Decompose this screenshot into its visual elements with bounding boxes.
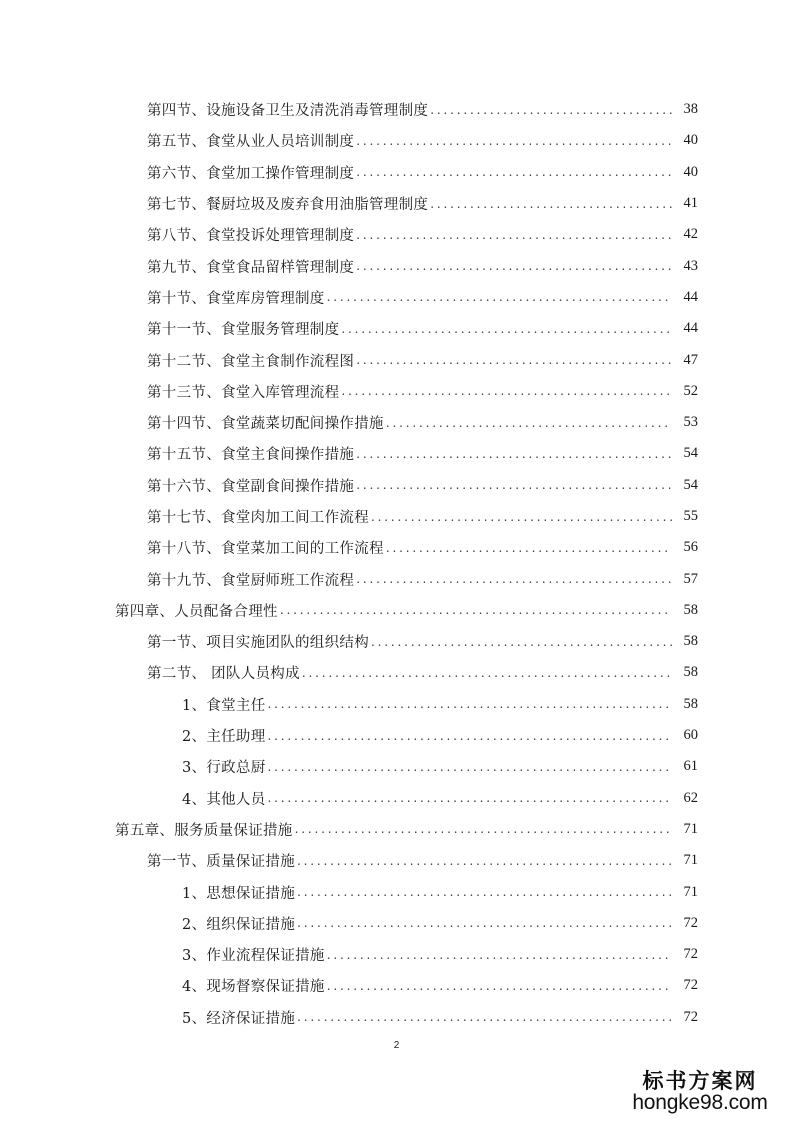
toc-entry[interactable] — [0, 532, 793, 563]
toc-entry-title: 第八节、食堂投诉处理管理制度 — [147, 228, 355, 245]
toc-entry[interactable] — [0, 939, 793, 970]
toc-dot-leader — [268, 697, 672, 711]
toc-dot-leader — [297, 1010, 672, 1024]
toc-dot-leader — [371, 510, 672, 524]
toc-entry[interactable] — [0, 282, 793, 313]
toc-entry-page: 60 — [683, 727, 698, 744]
toc-entry-page: 40 — [683, 163, 698, 180]
toc-entry-title: 1、食堂主任 — [182, 697, 266, 714]
page-number: 2 — [393, 1040, 400, 1051]
toc-entry-title: 3、作业流程保证措施 — [182, 948, 325, 965]
toc-entry-title: 第四节、设施设备卫生及清洗消毒管理制度 — [147, 103, 429, 120]
toc-entry-page: 47 — [683, 351, 698, 368]
toc-entry-page: 71 — [683, 883, 698, 900]
toc-dot-leader — [327, 290, 672, 304]
toc-dot-leader — [386, 541, 672, 555]
toc-entry[interactable] — [0, 219, 793, 250]
toc-dot-leader — [341, 384, 672, 398]
toc-entry-page: 44 — [683, 288, 698, 305]
toc-entry-page: 53 — [683, 414, 698, 431]
toc-dot-leader — [356, 134, 672, 148]
toc-entry-title: 第十三节、食堂入库管理流程 — [147, 384, 340, 401]
toc-entry-title: 第七节、餐厨垃圾及废弃食用油脂管理制度 — [147, 197, 429, 214]
toc-dot-leader — [268, 791, 672, 805]
toc-entry-title: 第五节、食堂从业人员培训制度 — [147, 134, 355, 151]
toc-entry-page: 55 — [683, 508, 698, 524]
table-of-contents — [0, 94, 793, 1033]
toc-entry-title: 第九节、食堂食品留样管理制度 — [147, 259, 355, 276]
toc-entry-title: 第二节、 团队人员构成 — [147, 666, 300, 683]
toc-entry-page: 58 — [683, 664, 698, 681]
toc-entry-page: 72 — [683, 946, 698, 963]
toc-entry[interactable] — [0, 188, 793, 219]
toc-dot-leader — [356, 478, 672, 492]
toc-entry[interactable] — [0, 814, 793, 845]
toc-entry[interactable] — [0, 344, 793, 375]
toc-entry[interactable] — [0, 783, 793, 814]
toc-entry[interactable] — [0, 125, 793, 156]
toc-entry-title: 2、组织保证措施 — [182, 916, 296, 933]
toc-dot-leader — [356, 353, 672, 367]
toc-entry-title: 第十节、食堂库房管理制度 — [147, 290, 325, 307]
toc-entry-title: 2、主任助理 — [182, 729, 266, 746]
toc-entry-title: 第十六节、食堂副食间操作措施 — [147, 478, 355, 495]
toc-dot-leader — [302, 666, 672, 680]
toc-dot-leader — [268, 760, 672, 774]
toc-entry[interactable] — [0, 157, 793, 188]
toc-entry-title: 3、行政总厨 — [182, 760, 266, 777]
toc-entry-page: 56 — [683, 539, 698, 556]
toc-entry-page: 71 — [683, 820, 698, 837]
toc-dot-leader — [356, 228, 672, 242]
toc-entry-title: 第一节、质量保证措施 — [147, 854, 295, 871]
toc-dot-leader — [356, 165, 672, 179]
toc-entry[interactable] — [0, 751, 793, 782]
toc-entry-page: 61 — [683, 758, 698, 775]
toc-entry-page: 72 — [683, 977, 698, 994]
toc-entry[interactable] — [0, 626, 793, 657]
toc-entry-title: 第十八节、食堂菜加工间的工作流程 — [147, 541, 384, 558]
toc-entry-title: 第十一节、食堂服务管理制度 — [147, 322, 340, 339]
toc-entry[interactable] — [0, 438, 793, 469]
toc-entry-page: 57 — [683, 570, 698, 587]
toc-entry-page: 58 — [683, 601, 698, 618]
toc-entry-title: 第五章、服务质量保证措施 — [115, 822, 293, 839]
toc-entry-page: 54 — [683, 445, 698, 462]
toc-entry-title: 第六节、食堂加工操作管理制度 — [147, 165, 355, 182]
toc-entry-page: 44 — [683, 320, 698, 337]
toc-entry[interactable] — [0, 595, 793, 626]
toc-entry-page: 58 — [683, 695, 698, 712]
watermark-logo — [625, 1067, 775, 1114]
toc-entry[interactable] — [0, 657, 793, 688]
toc-entry-page: 52 — [683, 382, 698, 399]
toc-entry[interactable] — [0, 689, 793, 720]
toc-dot-leader — [295, 822, 672, 836]
toc-dot-leader — [327, 979, 672, 993]
toc-entry[interactable] — [0, 563, 793, 594]
toc-entry[interactable] — [0, 501, 793, 532]
toc-dot-leader — [430, 103, 672, 117]
toc-entry[interactable] — [0, 470, 793, 501]
toc-entry[interactable] — [0, 407, 793, 438]
watermark-site-name: 标书方案网 — [642, 1067, 758, 1093]
toc-entry-page: 38 — [683, 101, 698, 118]
toc-entry-title: 5、经济保证措施 — [182, 1010, 296, 1027]
toc-entry[interactable] — [0, 876, 793, 907]
toc-entry-page: 72 — [683, 914, 698, 931]
toc-entry-title: 第十二节、食堂主食制作流程图 — [147, 353, 355, 370]
toc-dot-leader — [386, 416, 672, 430]
toc-entry-page: 42 — [683, 226, 698, 243]
toc-dot-leader — [297, 885, 672, 899]
toc-dot-leader — [280, 603, 672, 617]
toc-entry[interactable] — [0, 1002, 793, 1033]
toc-entry[interactable] — [0, 845, 793, 876]
toc-entry-page: 71 — [683, 852, 698, 869]
toc-entry-title: 4、现场督察保证措施 — [182, 979, 325, 996]
toc-dot-leader — [356, 447, 672, 461]
toc-dot-leader — [297, 916, 672, 930]
toc-dot-leader — [268, 729, 672, 743]
toc-dot-leader — [297, 854, 672, 868]
toc-dot-leader — [430, 197, 672, 211]
toc-entry-title: 第十五节、食堂主食间操作措施 — [147, 447, 355, 464]
toc-entry[interactable] — [0, 250, 793, 281]
toc-entry-page: 72 — [683, 1008, 698, 1025]
toc-dot-leader — [327, 948, 672, 962]
toc-entry[interactable] — [0, 313, 793, 344]
toc-entry[interactable] — [0, 94, 793, 125]
toc-entry-page: 54 — [683, 476, 698, 493]
toc-entry-title: 4、其他人员 — [182, 791, 266, 808]
toc-entry-title: 第一节、项目实施团队的组织结构 — [147, 635, 369, 652]
toc-dot-leader — [356, 259, 672, 273]
toc-entry-page: 58 — [683, 633, 698, 650]
toc-dot-leader — [371, 635, 672, 649]
toc-entry-title: 第十四节、食堂蔬菜切配间操作措施 — [147, 416, 384, 433]
toc-entry-page: 40 — [683, 132, 698, 149]
toc-entry-page: 62 — [683, 789, 698, 806]
toc-entry-title: 第十九节、食堂厨师班工作流程 — [147, 572, 355, 589]
toc-entry-page: 43 — [683, 257, 698, 274]
toc-entry[interactable] — [0, 970, 793, 1001]
toc-dot-leader — [341, 322, 672, 336]
toc-entry-title: 1、思想保证措施 — [182, 885, 296, 902]
toc-entry[interactable] — [0, 720, 793, 751]
toc-dot-leader — [356, 572, 672, 586]
watermark-url: hongke98.com — [632, 1090, 768, 1114]
toc-entry-page: 41 — [683, 195, 698, 212]
toc-entry[interactable] — [0, 376, 793, 407]
toc-entry[interactable] — [0, 908, 793, 939]
toc-entry-title: 第十七节、食堂肉加工间工作流程 — [147, 510, 369, 526]
toc-entry-title: 第四章、人员配备合理性 — [115, 603, 278, 620]
